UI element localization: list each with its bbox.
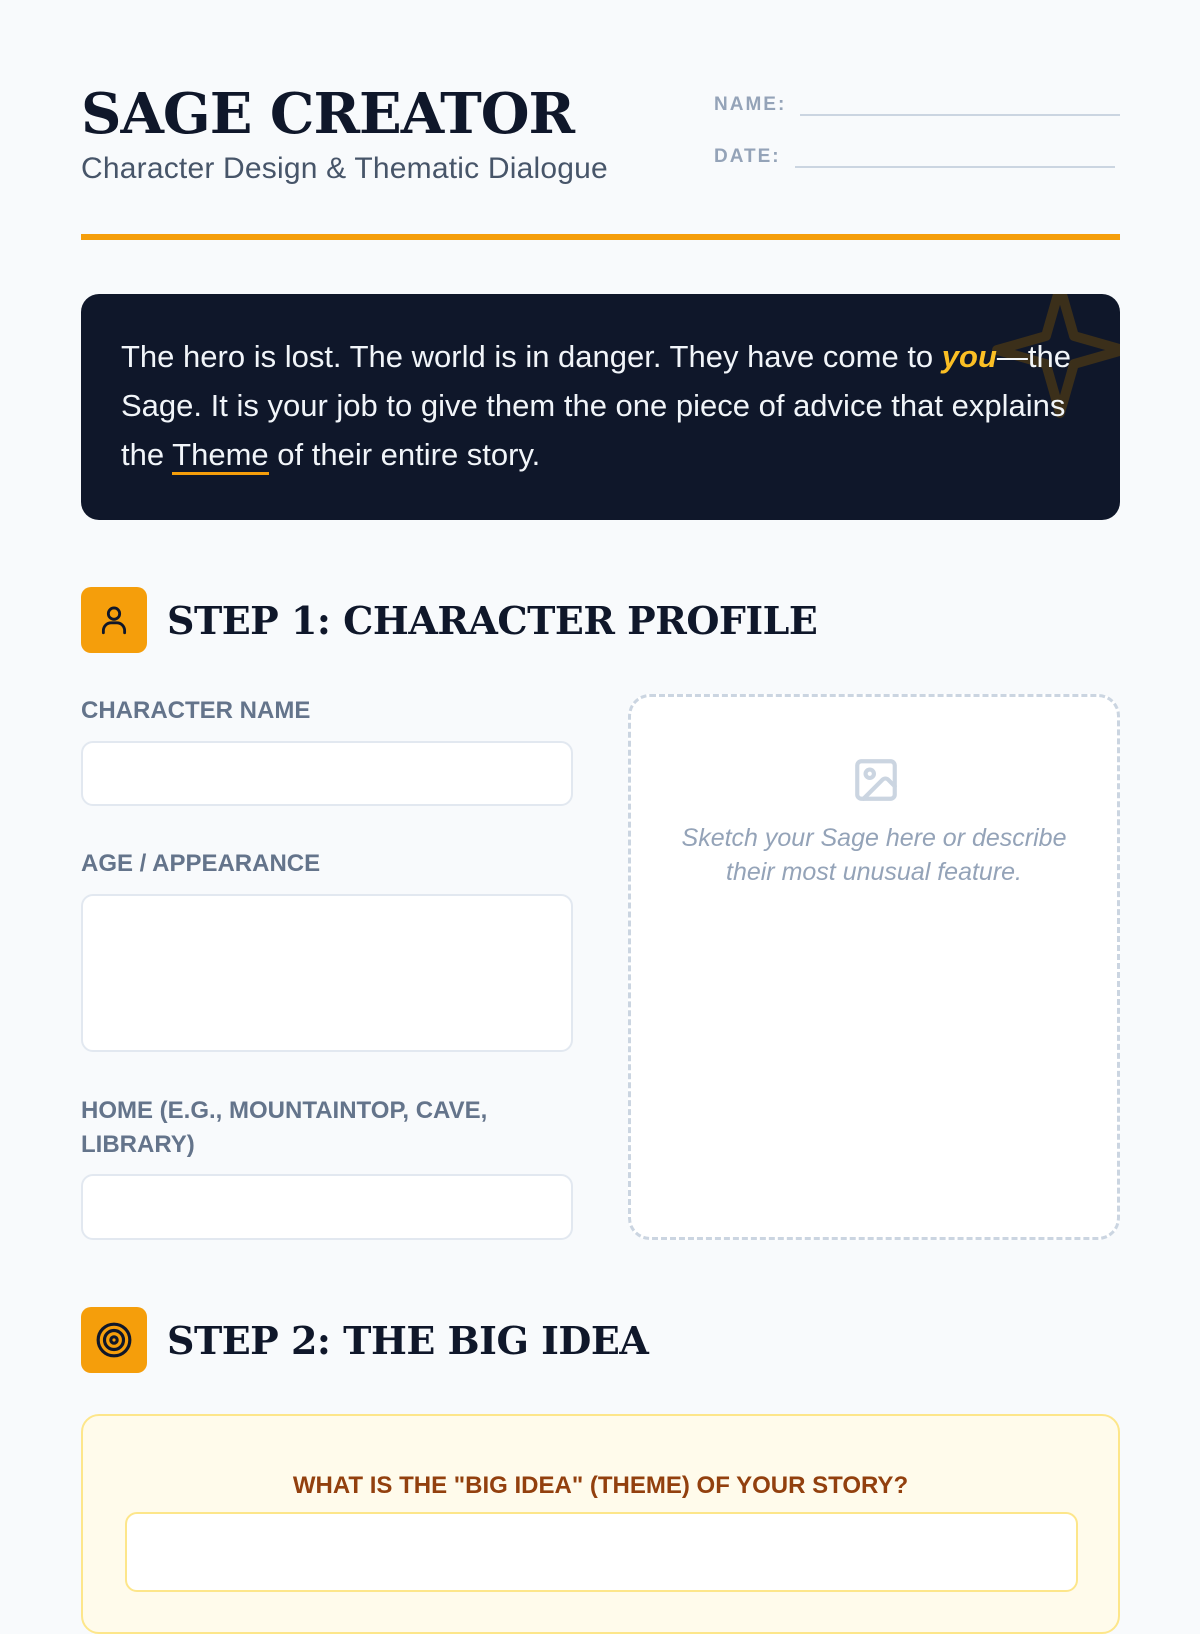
intro-text-part: —the Sage. It is your job to give them the one piece of advice that explains the <box>121 339 1072 472</box>
image-icon <box>851 755 901 805</box>
character-name-field[interactable] <box>81 741 573 806</box>
date-line-field[interactable] <box>795 140 1115 168</box>
big-idea-question: WHAT IS THE "BIG IDEA" (THEME) OF YOUR STORY? <box>292 1472 909 1499</box>
big-idea-input[interactable] <box>125 1512 1078 1592</box>
step1-icon-tile <box>81 587 147 653</box>
date-row <box>714 140 1115 168</box>
age-appearance-field[interactable] <box>81 894 573 1052</box>
target-icon <box>95 1321 133 1359</box>
home-label: HOME (E.G., MOUNTAINTOP, CAVE, LIBRARY) <box>81 1097 488 1158</box>
home-field[interactable] <box>81 1174 573 1240</box>
name-label: NAME: <box>714 94 787 115</box>
intro-theme-underline: Theme <box>172 437 268 475</box>
intro-box <box>81 294 1120 520</box>
person-icon <box>97 603 131 637</box>
sketch-hint: Sketch your Sage here or describe their most unusual feature. <box>681 824 1067 886</box>
page-header <box>81 80 1120 240</box>
intro-text-part: of their entire story. <box>268 437 541 472</box>
step2-title: STEP 2: THE BIG IDEA <box>167 1317 649 1363</box>
intro-text-part: The hero is lost. The world is in danger. They have come to <box>121 339 942 374</box>
step2-icon-tile <box>81 1307 147 1373</box>
step2-header <box>81 1307 648 1373</box>
step1-title: STEP 1: CHARACTER PROFILE <box>167 597 818 643</box>
sketch-area[interactable] <box>628 694 1120 1240</box>
name-row <box>714 88 1120 116</box>
intro-text <box>121 332 1081 479</box>
age-appearance-label: AGE / APPEARANCE <box>81 850 321 877</box>
character-name-label: CHARACTER NAME <box>81 697 311 724</box>
name-line-field[interactable] <box>800 88 1120 116</box>
step1-header <box>81 587 817 653</box>
page-subtitle: Character Design & Thematic Dialogue <box>81 152 608 185</box>
date-label: DATE: <box>714 146 781 167</box>
page-title: SAGE CREATOR <box>81 81 575 147</box>
header-divider <box>81 234 1120 240</box>
intro-you-emphasis: you <box>941 339 997 374</box>
big-idea-card <box>81 1414 1120 1634</box>
